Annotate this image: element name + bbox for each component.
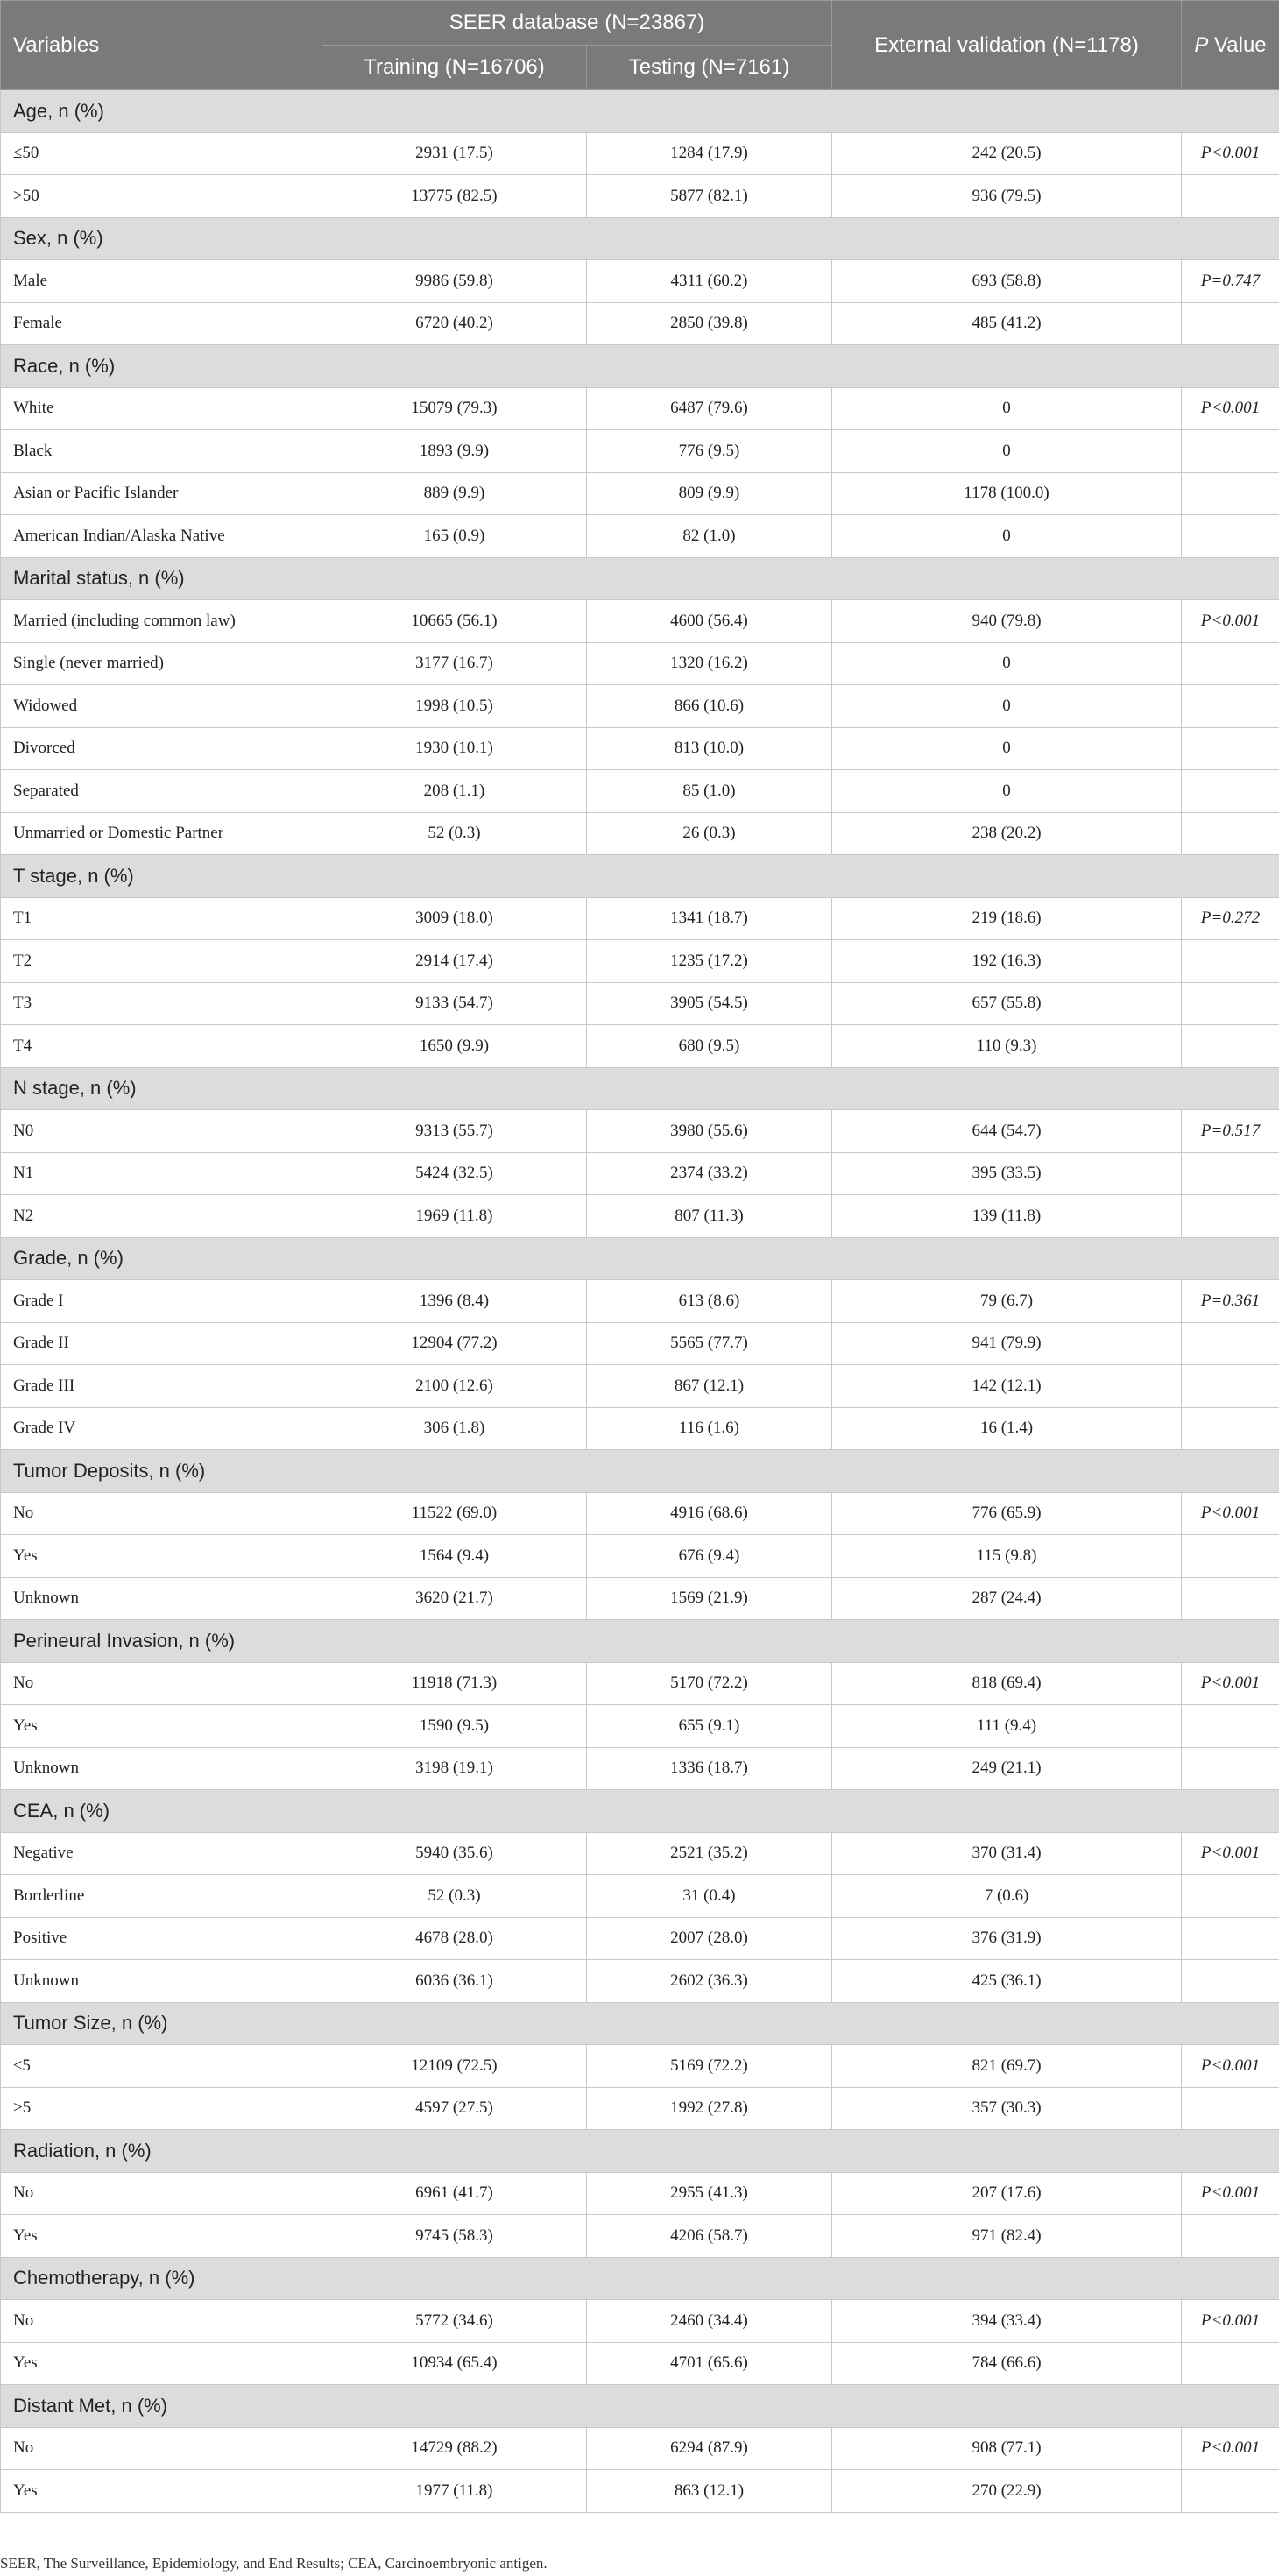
- p-value-cell: [1182, 1917, 1279, 1960]
- row-label: Grade III: [1, 1365, 322, 1408]
- external-validation-cell: 142 (12.1): [832, 1365, 1182, 1408]
- training-cell: 1650 (9.9): [322, 1025, 587, 1068]
- table-row: [1, 1195, 1279, 1238]
- table-row: [1, 1110, 1279, 1153]
- row-label: Grade I: [1, 1280, 322, 1323]
- row-label: Grade II: [1, 1322, 322, 1365]
- row-label: T1: [1, 897, 322, 940]
- training-cell: 9745 (58.3): [322, 2215, 587, 2258]
- table-row: [1, 897, 1279, 940]
- testing-cell: 3980 (55.6): [587, 1110, 832, 1153]
- external-validation-cell: 376 (31.9): [832, 1917, 1182, 1960]
- table-row: [1, 2470, 1279, 2513]
- testing-cell: 813 (10.0): [587, 727, 832, 770]
- testing-cell: 613 (8.6): [587, 1280, 832, 1323]
- row-label: Single (never married): [1, 642, 322, 685]
- testing-cell: 1284 (17.9): [587, 132, 832, 175]
- table-row: [1, 2300, 1279, 2343]
- training-cell: 10934 (65.4): [322, 2342, 587, 2385]
- table-row: [1, 982, 1279, 1025]
- table-footnote: SEER, The Surveillance, Epidemiology, and End Results; CEA, Carcinoembryonic antigen.: [0, 2555, 548, 2572]
- training-cell: 2914 (17.4): [322, 940, 587, 983]
- section-header-row: [1, 2385, 1279, 2428]
- p-value-cell: [1182, 1407, 1279, 1450]
- section-header-row: [1, 855, 1279, 898]
- testing-cell: 31 (0.4): [587, 1875, 832, 1918]
- p-value-cell: [1182, 1535, 1279, 1578]
- external-validation-cell: 79 (6.7): [832, 1280, 1182, 1323]
- testing-cell: 4916 (68.6): [587, 1492, 832, 1535]
- section-title: N stage, n (%): [1, 1067, 1279, 1110]
- testing-cell: 2007 (28.0): [587, 1917, 832, 1960]
- p-value-cell: [1182, 940, 1279, 983]
- row-label: No: [1, 2172, 322, 2215]
- row-label: N1: [1, 1152, 322, 1195]
- row-label: Unknown: [1, 1747, 322, 1790]
- testing-cell: 1992 (27.8): [587, 2087, 832, 2130]
- training-cell: 10665 (56.1): [322, 600, 587, 643]
- external-validation-cell: 693 (58.8): [832, 260, 1182, 303]
- row-label: N2: [1, 1195, 322, 1238]
- table-row: [1, 2087, 1279, 2130]
- p-value-cell: [1182, 982, 1279, 1025]
- table-row: [1, 770, 1279, 813]
- training-cell: 165 (0.9): [322, 515, 587, 558]
- external-validation-cell: 0: [832, 515, 1182, 558]
- table-row: [1, 1875, 1279, 1918]
- external-validation-cell: 784 (66.6): [832, 2342, 1182, 2385]
- testing-cell: 2602 (36.3): [587, 1960, 832, 2003]
- header-external-validation: External validation (N=1178): [832, 1, 1182, 90]
- p-value-cell: P=0.361: [1182, 1280, 1279, 1323]
- row-label: Widowed: [1, 685, 322, 728]
- header-p-value: [1182, 1, 1279, 90]
- training-cell: 11918 (71.3): [322, 1662, 587, 1705]
- row-label: Unmarried or Domestic Partner: [1, 812, 322, 855]
- row-label: No: [1, 1662, 322, 1705]
- row-label: Borderline: [1, 1875, 322, 1918]
- row-label: T2: [1, 940, 322, 983]
- testing-cell: 82 (1.0): [587, 515, 832, 558]
- testing-cell: 866 (10.6): [587, 685, 832, 728]
- external-validation-cell: 219 (18.6): [832, 897, 1182, 940]
- testing-cell: 5877 (82.1): [587, 175, 832, 218]
- row-label: Yes: [1, 2342, 322, 2385]
- training-cell: 4597 (27.5): [322, 2087, 587, 2130]
- table-row: [1, 1152, 1279, 1195]
- section-title: T stage, n (%): [1, 855, 1279, 898]
- p-value-cell: [1182, 1195, 1279, 1238]
- row-label: Yes: [1, 2470, 322, 2513]
- table-header: [1, 1, 1279, 90]
- external-validation-cell: 270 (22.9): [832, 2470, 1182, 2513]
- table-row: [1, 1832, 1279, 1875]
- table-row: [1, 2045, 1279, 2088]
- row-label: American Indian/Alaska Native: [1, 515, 322, 558]
- section-title: CEA, n (%): [1, 1790, 1279, 1833]
- p-value-cell: [1182, 1152, 1279, 1195]
- table-row: [1, 1960, 1279, 2003]
- testing-cell: 2374 (33.2): [587, 1152, 832, 1195]
- table-row: [1, 940, 1279, 983]
- external-validation-cell: 357 (30.3): [832, 2087, 1182, 2130]
- table-row: [1, 302, 1279, 345]
- testing-cell: 3905 (54.5): [587, 982, 832, 1025]
- training-cell: 52 (0.3): [322, 812, 587, 855]
- table-row: [1, 642, 1279, 685]
- section-header-row: [1, 1450, 1279, 1493]
- section-header-row: [1, 90, 1279, 133]
- training-cell: 9133 (54.7): [322, 982, 587, 1025]
- p-value-cell: P<0.001: [1182, 1662, 1279, 1705]
- training-cell: 5424 (32.5): [322, 1152, 587, 1195]
- training-cell: 306 (1.8): [322, 1407, 587, 1450]
- external-validation-cell: 110 (9.3): [832, 1025, 1182, 1068]
- row-label: N0: [1, 1110, 322, 1153]
- external-validation-cell: 908 (77.1): [832, 2427, 1182, 2470]
- table-row: [1, 2342, 1279, 2385]
- training-cell: 1930 (10.1): [322, 727, 587, 770]
- header-p-italic: P: [1194, 32, 1209, 57]
- p-value-cell: P<0.001: [1182, 2045, 1279, 2088]
- external-validation-cell: 1178 (100.0): [832, 472, 1182, 515]
- testing-cell: 863 (12.1): [587, 2470, 832, 2513]
- training-cell: 9313 (55.7): [322, 1110, 587, 1153]
- p-value-cell: P<0.001: [1182, 600, 1279, 643]
- testing-cell: 6487 (79.6): [587, 387, 832, 430]
- external-validation-cell: 242 (20.5): [832, 132, 1182, 175]
- external-validation-cell: 940 (79.8): [832, 600, 1182, 643]
- external-validation-cell: 249 (21.1): [832, 1747, 1182, 1790]
- testing-cell: 4600 (56.4): [587, 600, 832, 643]
- external-validation-cell: 821 (69.7): [832, 2045, 1182, 2088]
- external-validation-cell: 115 (9.8): [832, 1535, 1182, 1578]
- testing-cell: 2521 (35.2): [587, 1832, 832, 1875]
- row-label: T3: [1, 982, 322, 1025]
- training-cell: 6961 (41.7): [322, 2172, 587, 2215]
- row-label: Negative: [1, 1832, 322, 1875]
- table-row: [1, 2427, 1279, 2470]
- table-row: [1, 812, 1279, 855]
- p-value-cell: [1182, 685, 1279, 728]
- testing-cell: 655 (9.1): [587, 1705, 832, 1748]
- section-title: Tumor Deposits, n (%): [1, 1450, 1279, 1493]
- training-cell: 1893 (9.9): [322, 430, 587, 473]
- testing-cell: 4311 (60.2): [587, 260, 832, 303]
- training-cell: 6036 (36.1): [322, 1960, 587, 2003]
- table-row: [1, 2172, 1279, 2215]
- training-cell: 11522 (69.0): [322, 1492, 587, 1535]
- row-label: White: [1, 387, 322, 430]
- row-label: T4: [1, 1025, 322, 1068]
- testing-cell: 6294 (87.9): [587, 2427, 832, 2470]
- p-value-cell: P<0.001: [1182, 132, 1279, 175]
- external-validation-cell: 192 (16.3): [832, 940, 1182, 983]
- table-row: [1, 685, 1279, 728]
- training-cell: 4678 (28.0): [322, 1917, 587, 1960]
- external-validation-cell: 207 (17.6): [832, 2172, 1182, 2215]
- table-row: [1, 1535, 1279, 1578]
- training-cell: 1969 (11.8): [322, 1195, 587, 1238]
- section-title: Race, n (%): [1, 345, 1279, 388]
- row-label: Yes: [1, 1535, 322, 1578]
- table-row: [1, 1407, 1279, 1450]
- external-validation-cell: 238 (20.2): [832, 812, 1182, 855]
- external-validation-cell: 287 (24.4): [832, 1577, 1182, 1620]
- section-title: Marital status, n (%): [1, 557, 1279, 600]
- testing-cell: 26 (0.3): [587, 812, 832, 855]
- row-label: Male: [1, 260, 322, 303]
- p-value-cell: P<0.001: [1182, 2300, 1279, 2343]
- training-cell: 13775 (82.5): [322, 175, 587, 218]
- testing-cell: 2460 (34.4): [587, 2300, 832, 2343]
- row-label: ≤5: [1, 2045, 322, 2088]
- training-cell: 1396 (8.4): [322, 1280, 587, 1323]
- external-validation-cell: 644 (54.7): [832, 1110, 1182, 1153]
- testing-cell: 4206 (58.7): [587, 2215, 832, 2258]
- p-value-cell: [1182, 1875, 1279, 1918]
- section-title: Chemotherapy, n (%): [1, 2257, 1279, 2300]
- p-value-cell: [1182, 770, 1279, 813]
- p-value-cell: [1182, 2342, 1279, 2385]
- header-p-suffix: Value: [1208, 32, 1267, 57]
- external-validation-cell: 936 (79.5): [832, 175, 1182, 218]
- section-header-row: [1, 557, 1279, 600]
- external-validation-cell: 139 (11.8): [832, 1195, 1182, 1238]
- section-header-row: [1, 1790, 1279, 1833]
- table-row: [1, 1917, 1279, 1960]
- training-cell: 3198 (19.1): [322, 1747, 587, 1790]
- row-label: Grade IV: [1, 1407, 322, 1450]
- section-header-row: [1, 345, 1279, 388]
- table-body: [1, 90, 1279, 2513]
- testing-cell: 1235 (17.2): [587, 940, 832, 983]
- p-value-cell: [1182, 1747, 1279, 1790]
- training-cell: 15079 (79.3): [322, 387, 587, 430]
- external-validation-cell: 776 (65.9): [832, 1492, 1182, 1535]
- training-cell: 3620 (21.7): [322, 1577, 587, 1620]
- p-value-cell: [1182, 1322, 1279, 1365]
- p-value-cell: [1182, 472, 1279, 515]
- section-header-row: [1, 2002, 1279, 2045]
- section-title: Age, n (%): [1, 90, 1279, 133]
- testing-cell: 2850 (39.8): [587, 302, 832, 345]
- testing-cell: 1341 (18.7): [587, 897, 832, 940]
- row-label: Yes: [1, 2215, 322, 2258]
- row-label: Asian or Pacific Islander: [1, 472, 322, 515]
- table-row: [1, 727, 1279, 770]
- testing-cell: 85 (1.0): [587, 770, 832, 813]
- p-value-cell: [1182, 812, 1279, 855]
- p-value-cell: [1182, 642, 1279, 685]
- external-validation-cell: 0: [832, 770, 1182, 813]
- external-validation-cell: 16 (1.4): [832, 1407, 1182, 1450]
- table-row: [1, 1280, 1279, 1323]
- row-label: >50: [1, 175, 322, 218]
- section-header-row: [1, 2257, 1279, 2300]
- section-header-row: [1, 217, 1279, 260]
- p-value-cell: [1182, 1705, 1279, 1748]
- external-validation-cell: 394 (33.4): [832, 2300, 1182, 2343]
- table-row: [1, 1662, 1279, 1705]
- external-validation-cell: 971 (82.4): [832, 2215, 1182, 2258]
- testing-cell: 1569 (21.9): [587, 1577, 832, 1620]
- external-validation-cell: 657 (55.8): [832, 982, 1182, 1025]
- testing-cell: 2955 (41.3): [587, 2172, 832, 2215]
- section-title: Radiation, n (%): [1, 2130, 1279, 2173]
- external-validation-cell: 7 (0.6): [832, 1875, 1182, 1918]
- table-row: [1, 175, 1279, 218]
- section-title: Sex, n (%): [1, 217, 1279, 260]
- section-title: Tumor Size, n (%): [1, 2002, 1279, 2045]
- training-cell: 1590 (9.5): [322, 1705, 587, 1748]
- external-validation-cell: 370 (31.4): [832, 1832, 1182, 1875]
- table-row: [1, 2215, 1279, 2258]
- training-cell: 1977 (11.8): [322, 2470, 587, 2513]
- header-training: Training (N=16706): [322, 46, 587, 90]
- table-row: [1, 1747, 1279, 1790]
- header-seer-database: SEER database (N=23867): [322, 1, 832, 46]
- p-value-cell: [1182, 2087, 1279, 2130]
- p-value-cell: P=0.747: [1182, 260, 1279, 303]
- testing-cell: 807 (11.3): [587, 1195, 832, 1238]
- p-value-cell: [1182, 175, 1279, 218]
- row-label: Unknown: [1, 1960, 322, 2003]
- training-cell: 14729 (88.2): [322, 2427, 587, 2470]
- external-validation-cell: 818 (69.4): [832, 1662, 1182, 1705]
- header-testing: Testing (N=7161): [587, 46, 832, 90]
- p-value-cell: [1182, 1365, 1279, 1408]
- training-cell: 3009 (18.0): [322, 897, 587, 940]
- testing-cell: 1320 (16.2): [587, 642, 832, 685]
- external-validation-cell: 0: [832, 685, 1182, 728]
- p-value-cell: [1182, 1577, 1279, 1620]
- table-row: [1, 1025, 1279, 1068]
- p-value-cell: [1182, 302, 1279, 345]
- p-value-cell: P=0.517: [1182, 1110, 1279, 1153]
- testing-cell: 867 (12.1): [587, 1365, 832, 1408]
- p-value-cell: P<0.001: [1182, 1832, 1279, 1875]
- table-row: [1, 132, 1279, 175]
- table-row: [1, 1492, 1279, 1535]
- training-cell: 12109 (72.5): [322, 2045, 587, 2088]
- p-value-cell: [1182, 1025, 1279, 1068]
- table-row: [1, 600, 1279, 643]
- p-value-cell: P<0.001: [1182, 2172, 1279, 2215]
- header-variables: Variables: [1, 1, 322, 90]
- p-value-cell: [1182, 1960, 1279, 2003]
- row-label: >5: [1, 2087, 322, 2130]
- row-label: No: [1, 1492, 322, 1535]
- external-validation-cell: 0: [832, 727, 1182, 770]
- testing-cell: 116 (1.6): [587, 1407, 832, 1450]
- external-validation-cell: 111 (9.4): [832, 1705, 1182, 1748]
- training-cell: 5940 (35.6): [322, 1832, 587, 1875]
- row-label: Divorced: [1, 727, 322, 770]
- training-cell: 1998 (10.5): [322, 685, 587, 728]
- table-row: [1, 515, 1279, 558]
- p-value-cell: [1182, 515, 1279, 558]
- table-row: [1, 260, 1279, 303]
- row-label: No: [1, 2300, 322, 2343]
- training-cell: 2931 (17.5): [322, 132, 587, 175]
- testing-cell: 5169 (72.2): [587, 2045, 832, 2088]
- p-value-cell: [1182, 727, 1279, 770]
- section-header-row: [1, 2130, 1279, 2173]
- table-row: [1, 1365, 1279, 1408]
- training-cell: 12904 (77.2): [322, 1322, 587, 1365]
- testing-cell: 776 (9.5): [587, 430, 832, 473]
- row-label: Female: [1, 302, 322, 345]
- section-title: Distant Met, n (%): [1, 2385, 1279, 2428]
- row-label: No: [1, 2427, 322, 2470]
- row-label: Positive: [1, 1917, 322, 1960]
- table-row: [1, 472, 1279, 515]
- testing-cell: 809 (9.9): [587, 472, 832, 515]
- testing-cell: 4701 (65.6): [587, 2342, 832, 2385]
- training-cell: 2100 (12.6): [322, 1365, 587, 1408]
- section-header-row: [1, 1237, 1279, 1280]
- training-cell: 3177 (16.7): [322, 642, 587, 685]
- row-label: ≤50: [1, 132, 322, 175]
- row-label: Unknown: [1, 1577, 322, 1620]
- row-label: Yes: [1, 1705, 322, 1748]
- training-cell: 889 (9.9): [322, 472, 587, 515]
- table-row: [1, 1705, 1279, 1748]
- p-value-cell: [1182, 430, 1279, 473]
- external-validation-cell: 0: [832, 430, 1182, 473]
- section-title: Grade, n (%): [1, 1237, 1279, 1280]
- external-validation-cell: 395 (33.5): [832, 1152, 1182, 1195]
- table-row: [1, 1577, 1279, 1620]
- table-row: [1, 430, 1279, 473]
- external-validation-cell: 485 (41.2): [832, 302, 1182, 345]
- external-validation-cell: 941 (79.9): [832, 1322, 1182, 1365]
- external-validation-cell: 0: [832, 387, 1182, 430]
- training-cell: 208 (1.1): [322, 770, 587, 813]
- p-value-cell: [1182, 2470, 1279, 2513]
- section-title: Perineural Invasion, n (%): [1, 1620, 1279, 1663]
- table-row: [1, 387, 1279, 430]
- p-value-cell: P<0.001: [1182, 387, 1279, 430]
- external-validation-cell: 0: [832, 642, 1182, 685]
- external-validation-cell: 425 (36.1): [832, 1960, 1182, 2003]
- training-cell: 5772 (34.6): [322, 2300, 587, 2343]
- training-cell: 9986 (59.8): [322, 260, 587, 303]
- table-row: [1, 1322, 1279, 1365]
- training-cell: 52 (0.3): [322, 1875, 587, 1918]
- testing-cell: 5565 (77.7): [587, 1322, 832, 1365]
- p-value-cell: P<0.001: [1182, 2427, 1279, 2470]
- testing-cell: 5170 (72.2): [587, 1662, 832, 1705]
- testing-cell: 1336 (18.7): [587, 1747, 832, 1790]
- section-header-row: [1, 1067, 1279, 1110]
- p-value-cell: [1182, 2215, 1279, 2258]
- row-label: Separated: [1, 770, 322, 813]
- testing-cell: 676 (9.4): [587, 1535, 832, 1578]
- training-cell: 6720 (40.2): [322, 302, 587, 345]
- row-label: Black: [1, 430, 322, 473]
- testing-cell: 680 (9.5): [587, 1025, 832, 1068]
- p-value-cell: P=0.272: [1182, 897, 1279, 940]
- section-header-row: [1, 1620, 1279, 1663]
- row-label: Married (including common law): [1, 600, 322, 643]
- training-cell: 1564 (9.4): [322, 1535, 587, 1578]
- p-value-cell: P<0.001: [1182, 1492, 1279, 1535]
